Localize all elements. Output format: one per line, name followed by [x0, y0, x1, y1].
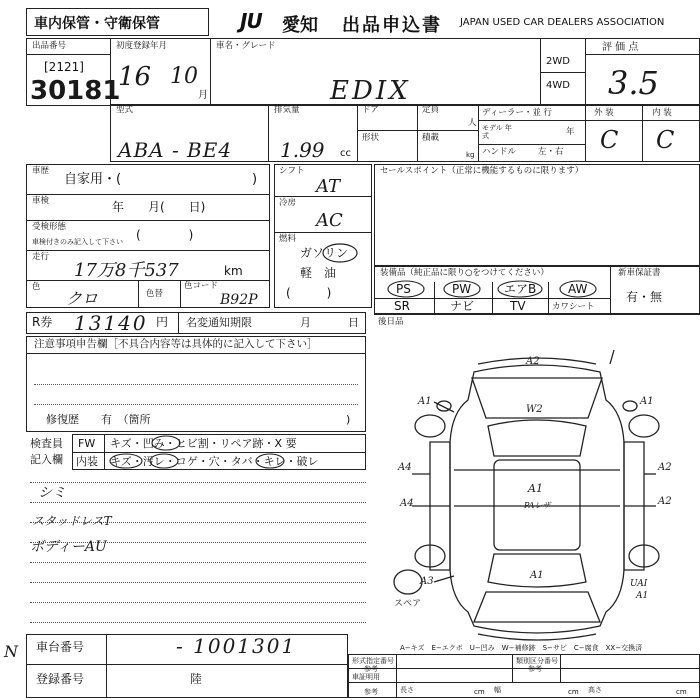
width-label: 幅 — [494, 686, 501, 694]
mark-right-rear-door: A2 — [658, 496, 672, 507]
mileage-unit: km — [224, 264, 243, 278]
mark-roof: A1 — [528, 482, 543, 495]
form-title: 出品申込書 — [342, 15, 442, 36]
equipment-label: 装備品（純正品に限り○をつけてください） — [380, 268, 549, 278]
mark-left-front-door: A4 — [398, 462, 412, 473]
inspection-value: 年 月( 日) — [112, 200, 206, 214]
height-unit: cm — [676, 688, 687, 696]
chassis-label: 車台番号 — [36, 640, 85, 654]
door-label: ドア — [362, 105, 379, 115]
color-code-label: 色コード — [184, 281, 219, 291]
color-label: 色 — [32, 282, 41, 292]
year-unit: 年 — [566, 127, 575, 137]
note-studless-tire: スタッドレスT — [32, 514, 112, 528]
inspector-circle-marks — [104, 434, 366, 470]
lot-sub-number: [2121] — [44, 60, 84, 74]
car-name-label: 車名・グレード — [216, 41, 276, 51]
damage-legend: A−キズ E−エクボ U−凹み W−補修跡 S−サビ C−腐食 XX−交換済 — [400, 644, 643, 652]
inspection-label: 車検 — [32, 196, 50, 206]
handle-label: ハンドル — [482, 147, 517, 157]
history-label: 車歴 — [32, 166, 50, 176]
cert-ref: 参考 — [364, 688, 378, 696]
equip-airbag: エアB — [504, 282, 537, 296]
equip-pw: PW — [452, 282, 472, 296]
history-value: 自家用・( — [64, 172, 122, 187]
shift-label: シフト — [279, 166, 305, 176]
displacement-label: 排気量 — [274, 105, 300, 115]
mark-front-bumper: A2 — [526, 356, 540, 367]
fw-label: FW — [78, 437, 96, 450]
mileage-label: 走行 — [32, 252, 50, 262]
equip-aw: AW — [568, 282, 588, 296]
receipt-value: ( ) — [136, 228, 194, 242]
exterior-label: 外 装 — [594, 108, 614, 118]
mileage-value: 17万8千537 — [74, 260, 179, 281]
shift-value: AT — [316, 176, 341, 197]
registration-label: 登録番号 — [36, 672, 85, 686]
receipt-sub: 車検付きのみ記入して下さい — [32, 238, 123, 246]
class-ref: 参考 — [528, 665, 542, 673]
sales-point-label: セールスポイント（正常に機能するものに限ります） — [380, 166, 584, 176]
shape-designation-ref: 参考 — [364, 665, 378, 673]
height-label: 高さ — [588, 686, 602, 694]
receipt-label: 受検形態 — [32, 222, 67, 232]
load-label: 積載 — [422, 133, 440, 143]
ju-logo: JU — [240, 9, 262, 33]
model-type: ABA - BE4 — [118, 138, 233, 162]
first-registration-year: 16 — [118, 62, 152, 92]
retrofit-label: 後日品 — [378, 317, 404, 327]
dealer-label: ディーラー・並 行 — [482, 108, 553, 118]
cert-label: 車証明用 — [352, 673, 380, 681]
width-unit: cm — [568, 688, 579, 696]
ac-value: AC — [316, 210, 343, 231]
org-name: 愛知 — [282, 15, 318, 36]
mark-left-rear: A3 — [420, 576, 434, 587]
length-label: 長さ — [400, 686, 414, 694]
model-year-label: モデル 年式 — [482, 124, 512, 140]
color-change-label: 色替 — [146, 289, 164, 299]
fuel-other: ( ) — [286, 286, 332, 300]
rating-value: 3.5 — [608, 64, 659, 102]
note-stain: シミ — [38, 485, 66, 501]
damage-diagram — [374, 330, 700, 652]
mark-left-mirror: A1 — [418, 396, 432, 407]
fuel-circle-mark — [320, 242, 360, 264]
note-body-au: ボディーAU — [30, 539, 107, 555]
interior-check-label: 内装 — [76, 455, 98, 468]
recycle-unit: 円 — [156, 315, 169, 329]
load-unit: kg — [466, 151, 475, 159]
length-unit: cm — [474, 688, 485, 696]
equip-leather-seat: カワシート — [552, 302, 595, 312]
shape-designation-label: 形式指定番号 — [352, 657, 394, 665]
displacement: 1.99 — [280, 138, 325, 162]
mark-roof-note: PAレザ — [524, 501, 551, 510]
interior-grade-label: 内 装 — [652, 108, 672, 118]
lot-number-label: 出品番号 — [32, 41, 67, 51]
car-name: EDIX — [330, 76, 411, 106]
registration-region: 陸 — [190, 672, 203, 686]
margin-mark: N — [4, 642, 18, 661]
lot-number: 30181 — [30, 76, 121, 106]
fw-items: キズ・凹み・ヒビ割・リペア跡・X 要 — [110, 437, 297, 450]
name-change-day: 日 — [348, 316, 359, 329]
color-code: B92P — [220, 292, 258, 308]
chassis-number: - 1001301 — [176, 634, 297, 658]
displacement-unit: cc — [340, 148, 351, 159]
capacity-unit: 人 — [468, 118, 477, 128]
first-registration-label: 初度登録年月 — [116, 41, 168, 51]
interior-check-items: キズ・汚レ・コゲ・穴・タバ・キレ・破レ — [110, 455, 319, 468]
equip-navi: ナビ — [450, 299, 475, 313]
storage-label: 車内保管・守衛保管 — [34, 16, 160, 32]
warranty-label: 新車保証書 — [618, 268, 661, 278]
recycle-value: 13140 — [74, 311, 148, 335]
fuel-gasoline: ガソリン — [300, 246, 349, 260]
notes-label: 注意事項申告欄［不具合内容等は具体的に記入して下さい］ — [34, 338, 318, 350]
inspector-label: 検査員 — [30, 437, 63, 450]
equip-ps: PS — [396, 282, 411, 296]
drive-2wd: 2WD — [546, 56, 570, 67]
class-label: 類別区分番号 — [516, 657, 558, 665]
history-close: ) — [252, 172, 258, 187]
shape-label: 形状 — [362, 133, 380, 143]
mark-right-front-door: A2 — [658, 462, 672, 473]
spare-tire-label: スペア — [394, 599, 422, 609]
name-change-label: 名変通知期限 — [186, 316, 252, 329]
drive-4wd: 4WD — [546, 80, 570, 91]
fuel-light-oil: 軽 油 — [300, 266, 337, 280]
fuel-label: 燃料 — [279, 234, 297, 244]
association-name: JAPAN USED CAR DEALERS ASSOCIATION — [460, 17, 665, 28]
mark-rear-bumper: A1 — [636, 591, 649, 601]
repair-history-close: ) — [346, 413, 351, 426]
equip-circle-marks — [374, 278, 610, 300]
capacity-label: 定員 — [422, 105, 440, 115]
month-unit: 月 — [198, 90, 208, 101]
sales-point-box — [374, 164, 700, 266]
recycle-label: R券 — [32, 315, 53, 329]
repair-history-label: 修復歴 有 （箇所 — [46, 413, 151, 426]
mark-right-front: A1 — [640, 396, 654, 407]
mark-hood: W2 — [526, 404, 543, 415]
equip-sr: SR — [394, 299, 410, 313]
ac-label: 冷房 — [279, 198, 297, 208]
warranty-value: 有・無 — [626, 290, 663, 304]
handle-value: 左・右 — [538, 147, 564, 157]
rating-label: 評 価 点 — [602, 42, 639, 53]
mark-trunk: A1 — [530, 570, 544, 581]
color-value: クロ — [66, 289, 99, 308]
mark-right-rear: UAI — [630, 579, 648, 589]
entry-label: 記入欄 — [30, 453, 63, 466]
interior-grade: C — [656, 126, 675, 154]
first-registration-month: 10 — [170, 64, 198, 89]
mark-left-rear-door: A4 — [400, 498, 414, 509]
exterior-grade: C — [600, 126, 619, 154]
name-change-month: 月 — [300, 316, 311, 329]
equip-tv: TV — [510, 299, 526, 313]
model-type-label: 型式 — [116, 105, 134, 115]
